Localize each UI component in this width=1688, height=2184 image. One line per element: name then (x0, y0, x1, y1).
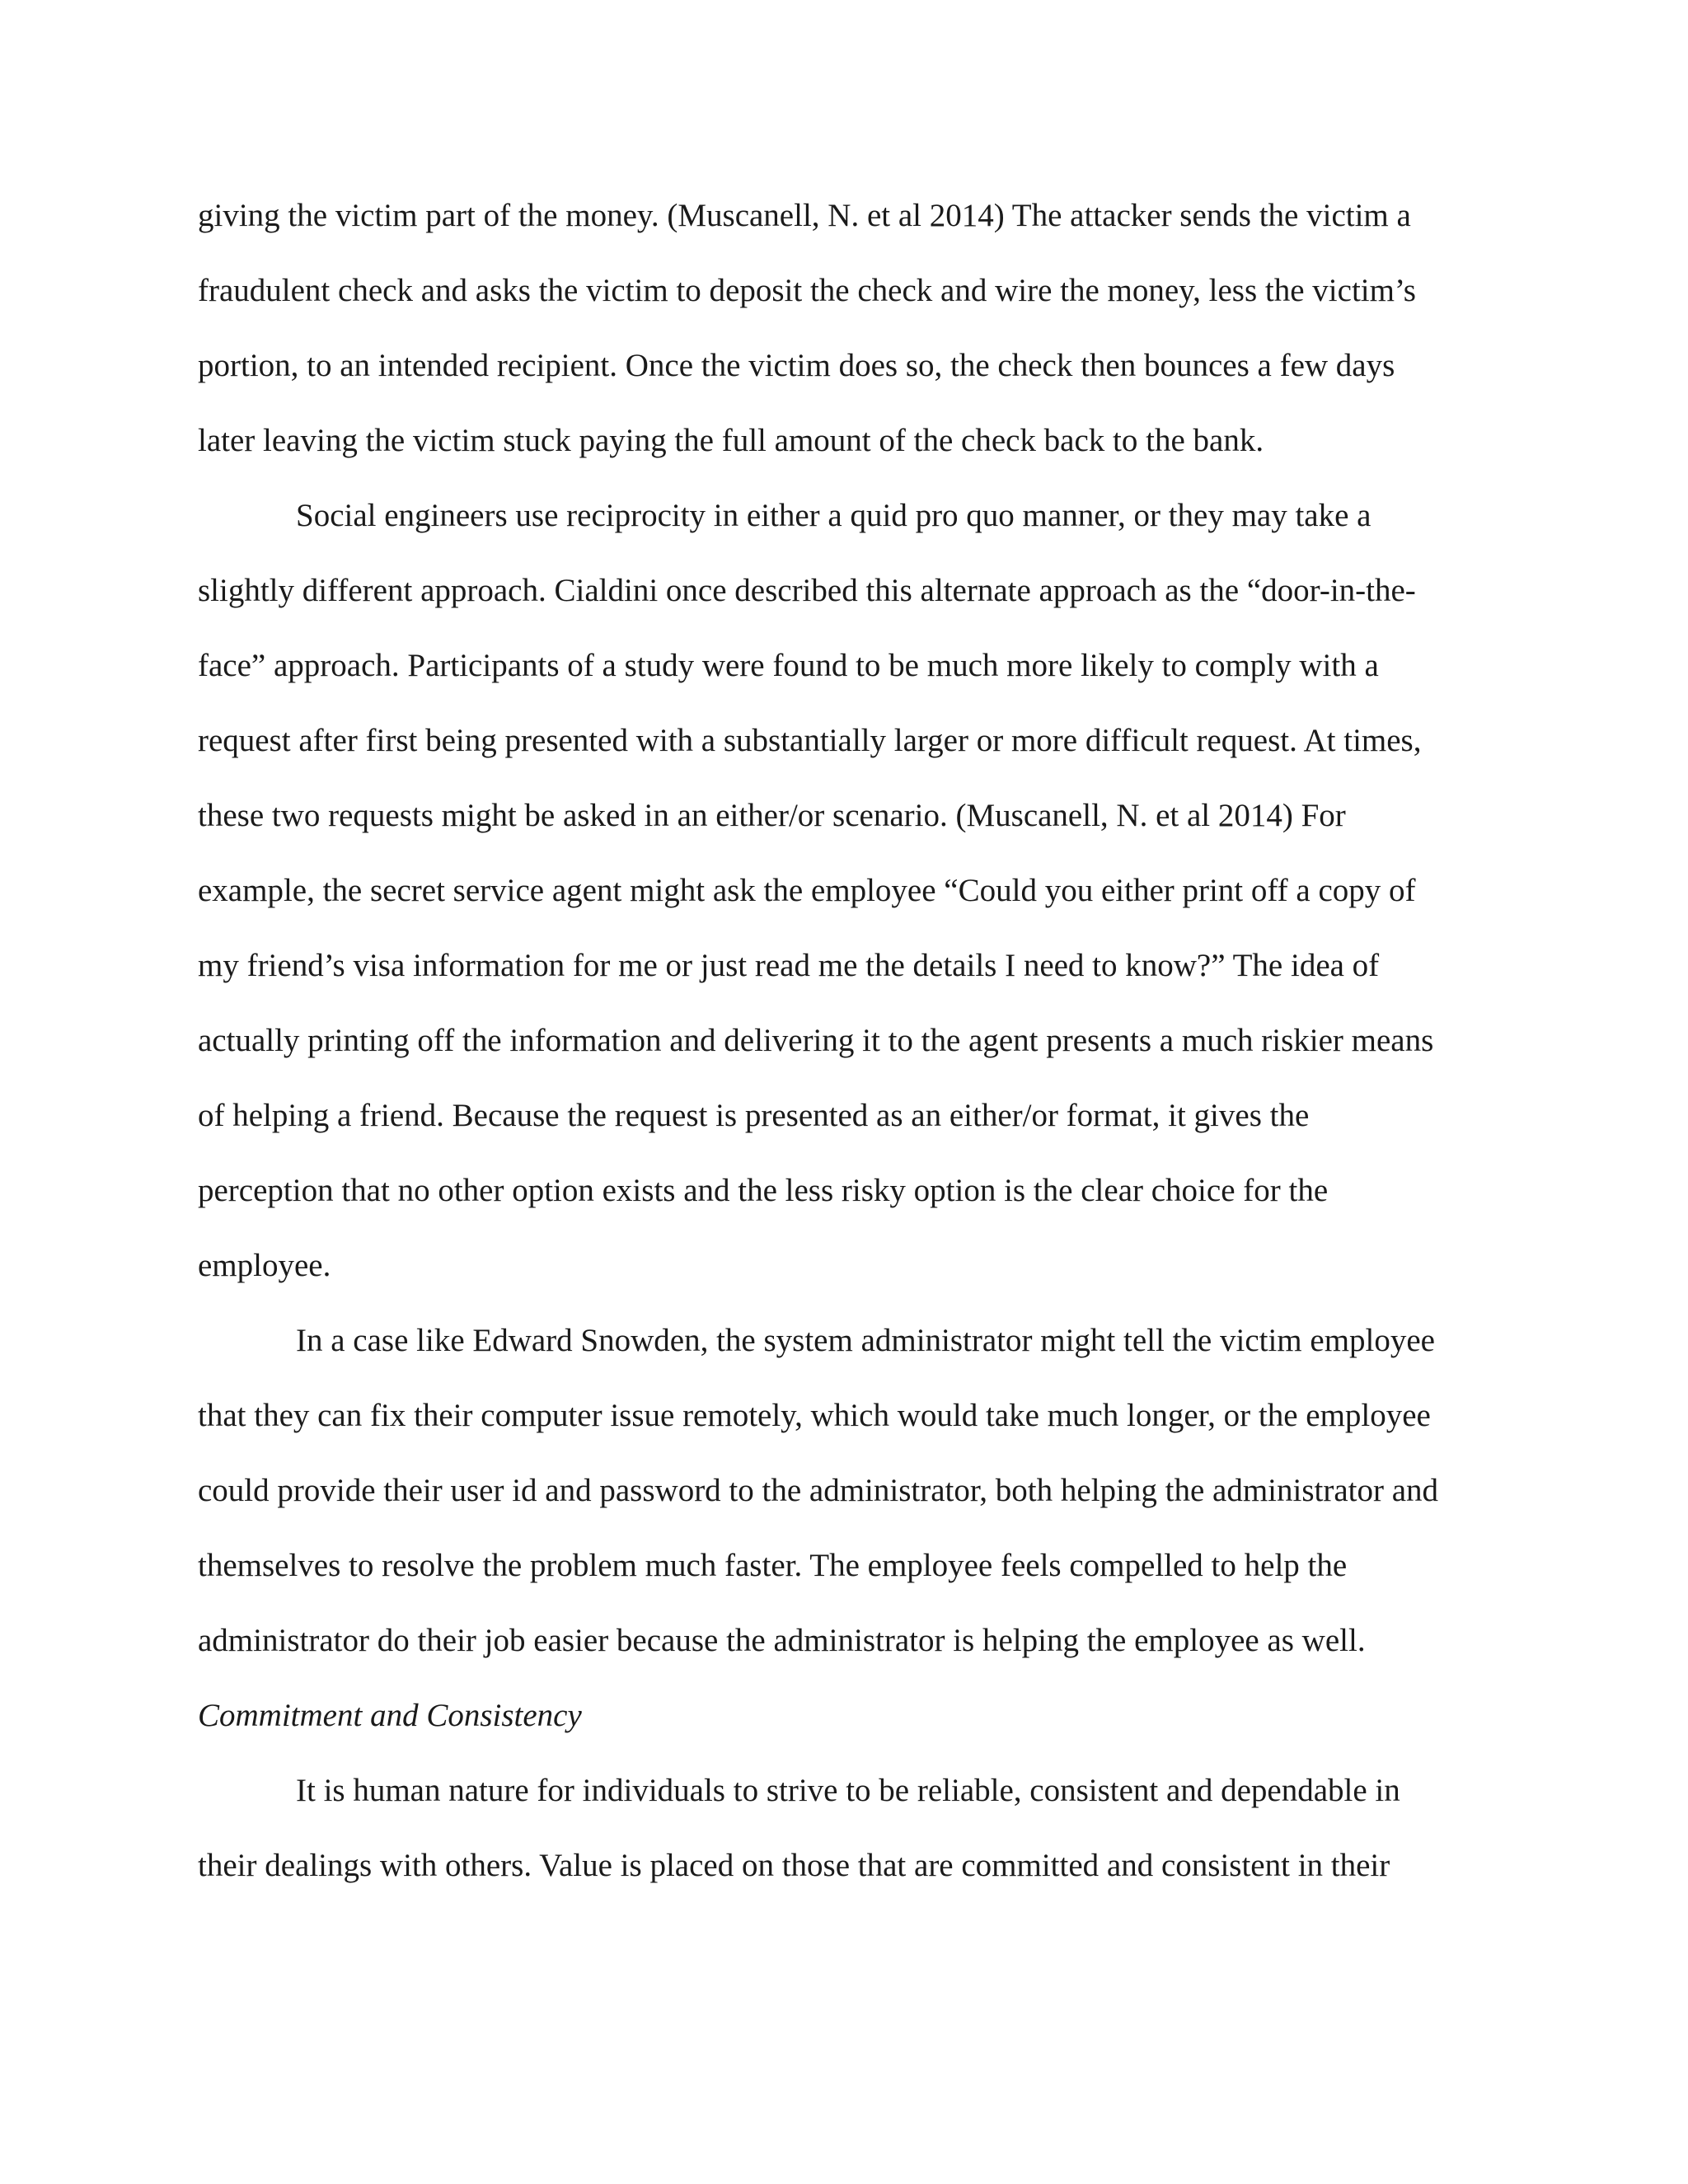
paragraph-2-line-10: perception that no other option exists and the less risky option is the clear choice for the (198, 1173, 1329, 1208)
paragraph-4-line-2: their dealings with others. Value is placed on those that are committed and consistent in their (198, 1848, 1390, 1883)
paragraph-2-line-6: example, the secret service agent might ask the employee “Could you either print off a copy of (198, 873, 1416, 908)
paragraph-2-line-4: request after first being presented with a substantially larger or more difficult request. At times, (198, 723, 1422, 758)
paragraph-3-line-3: could provide their user id and password to the administrator, both helping the administrator and (198, 1473, 1439, 1508)
paragraph-2-line-2: slightly different approach. Cialdini once described this alternate approach as the “door-in-the- (198, 573, 1416, 608)
paragraph-3-line-2: that they can fix their computer issue remotely, which would take much longer, or the employee (198, 1398, 1431, 1433)
paragraph-3-line-4: themselves to resolve the problem much faster. The employee feels compelled to help the (198, 1548, 1348, 1583)
paragraph-2-line-3: face” approach. Participants of a study were found to be much more likely to comply with a (198, 648, 1379, 683)
paragraph-2-line-8: actually printing off the information and delivering it to the agent presents a much riskier means (198, 1023, 1434, 1058)
paragraph-1-line-4: later leaving the victim stuck paying the full amount of the check back to the bank. (198, 423, 1264, 458)
paragraph-3-line-5: administrator do their job easier because the administrator is helping the employee as well. (198, 1623, 1366, 1658)
paragraph-2-line-1: Social engineers use reciprocity in either a quid pro quo manner, or they may take a (296, 498, 1372, 533)
paragraph-1-line-2: fraudulent check and asks the victim to deposit the check and wire the money, less the victim’s (198, 273, 1416, 308)
paragraph-3-line-1: In a case like Edward Snowden, the system administrator might tell the victim employee (296, 1323, 1435, 1358)
paragraph-1-line-3: portion, to an intended recipient. Once the victim does so, the check then bounces a few days (198, 348, 1395, 383)
paragraph-4-line-1: It is human nature for individuals to strive to be reliable, consistent and dependable in (296, 1773, 1400, 1808)
section-heading: Commitment and Consistency (198, 1698, 582, 1733)
paragraph-2-line-11: employee. (198, 1248, 331, 1283)
paragraph-2-line-7: my friend’s visa information for me or just read me the details I need to know?” The idea of (198, 948, 1380, 983)
paragraph-2-line-5: these two requests might be asked in an either/or scenario. (Muscanell, N. et al 2014) For (198, 798, 1346, 833)
paragraph-1-line-1: giving the victim part of the money. (Muscanell, N. et al 2014) The attacker sends the victim a (198, 198, 1411, 233)
paragraph-2-line-9: of helping a friend. Because the request is presented as an either/or format, it gives the (198, 1098, 1310, 1133)
